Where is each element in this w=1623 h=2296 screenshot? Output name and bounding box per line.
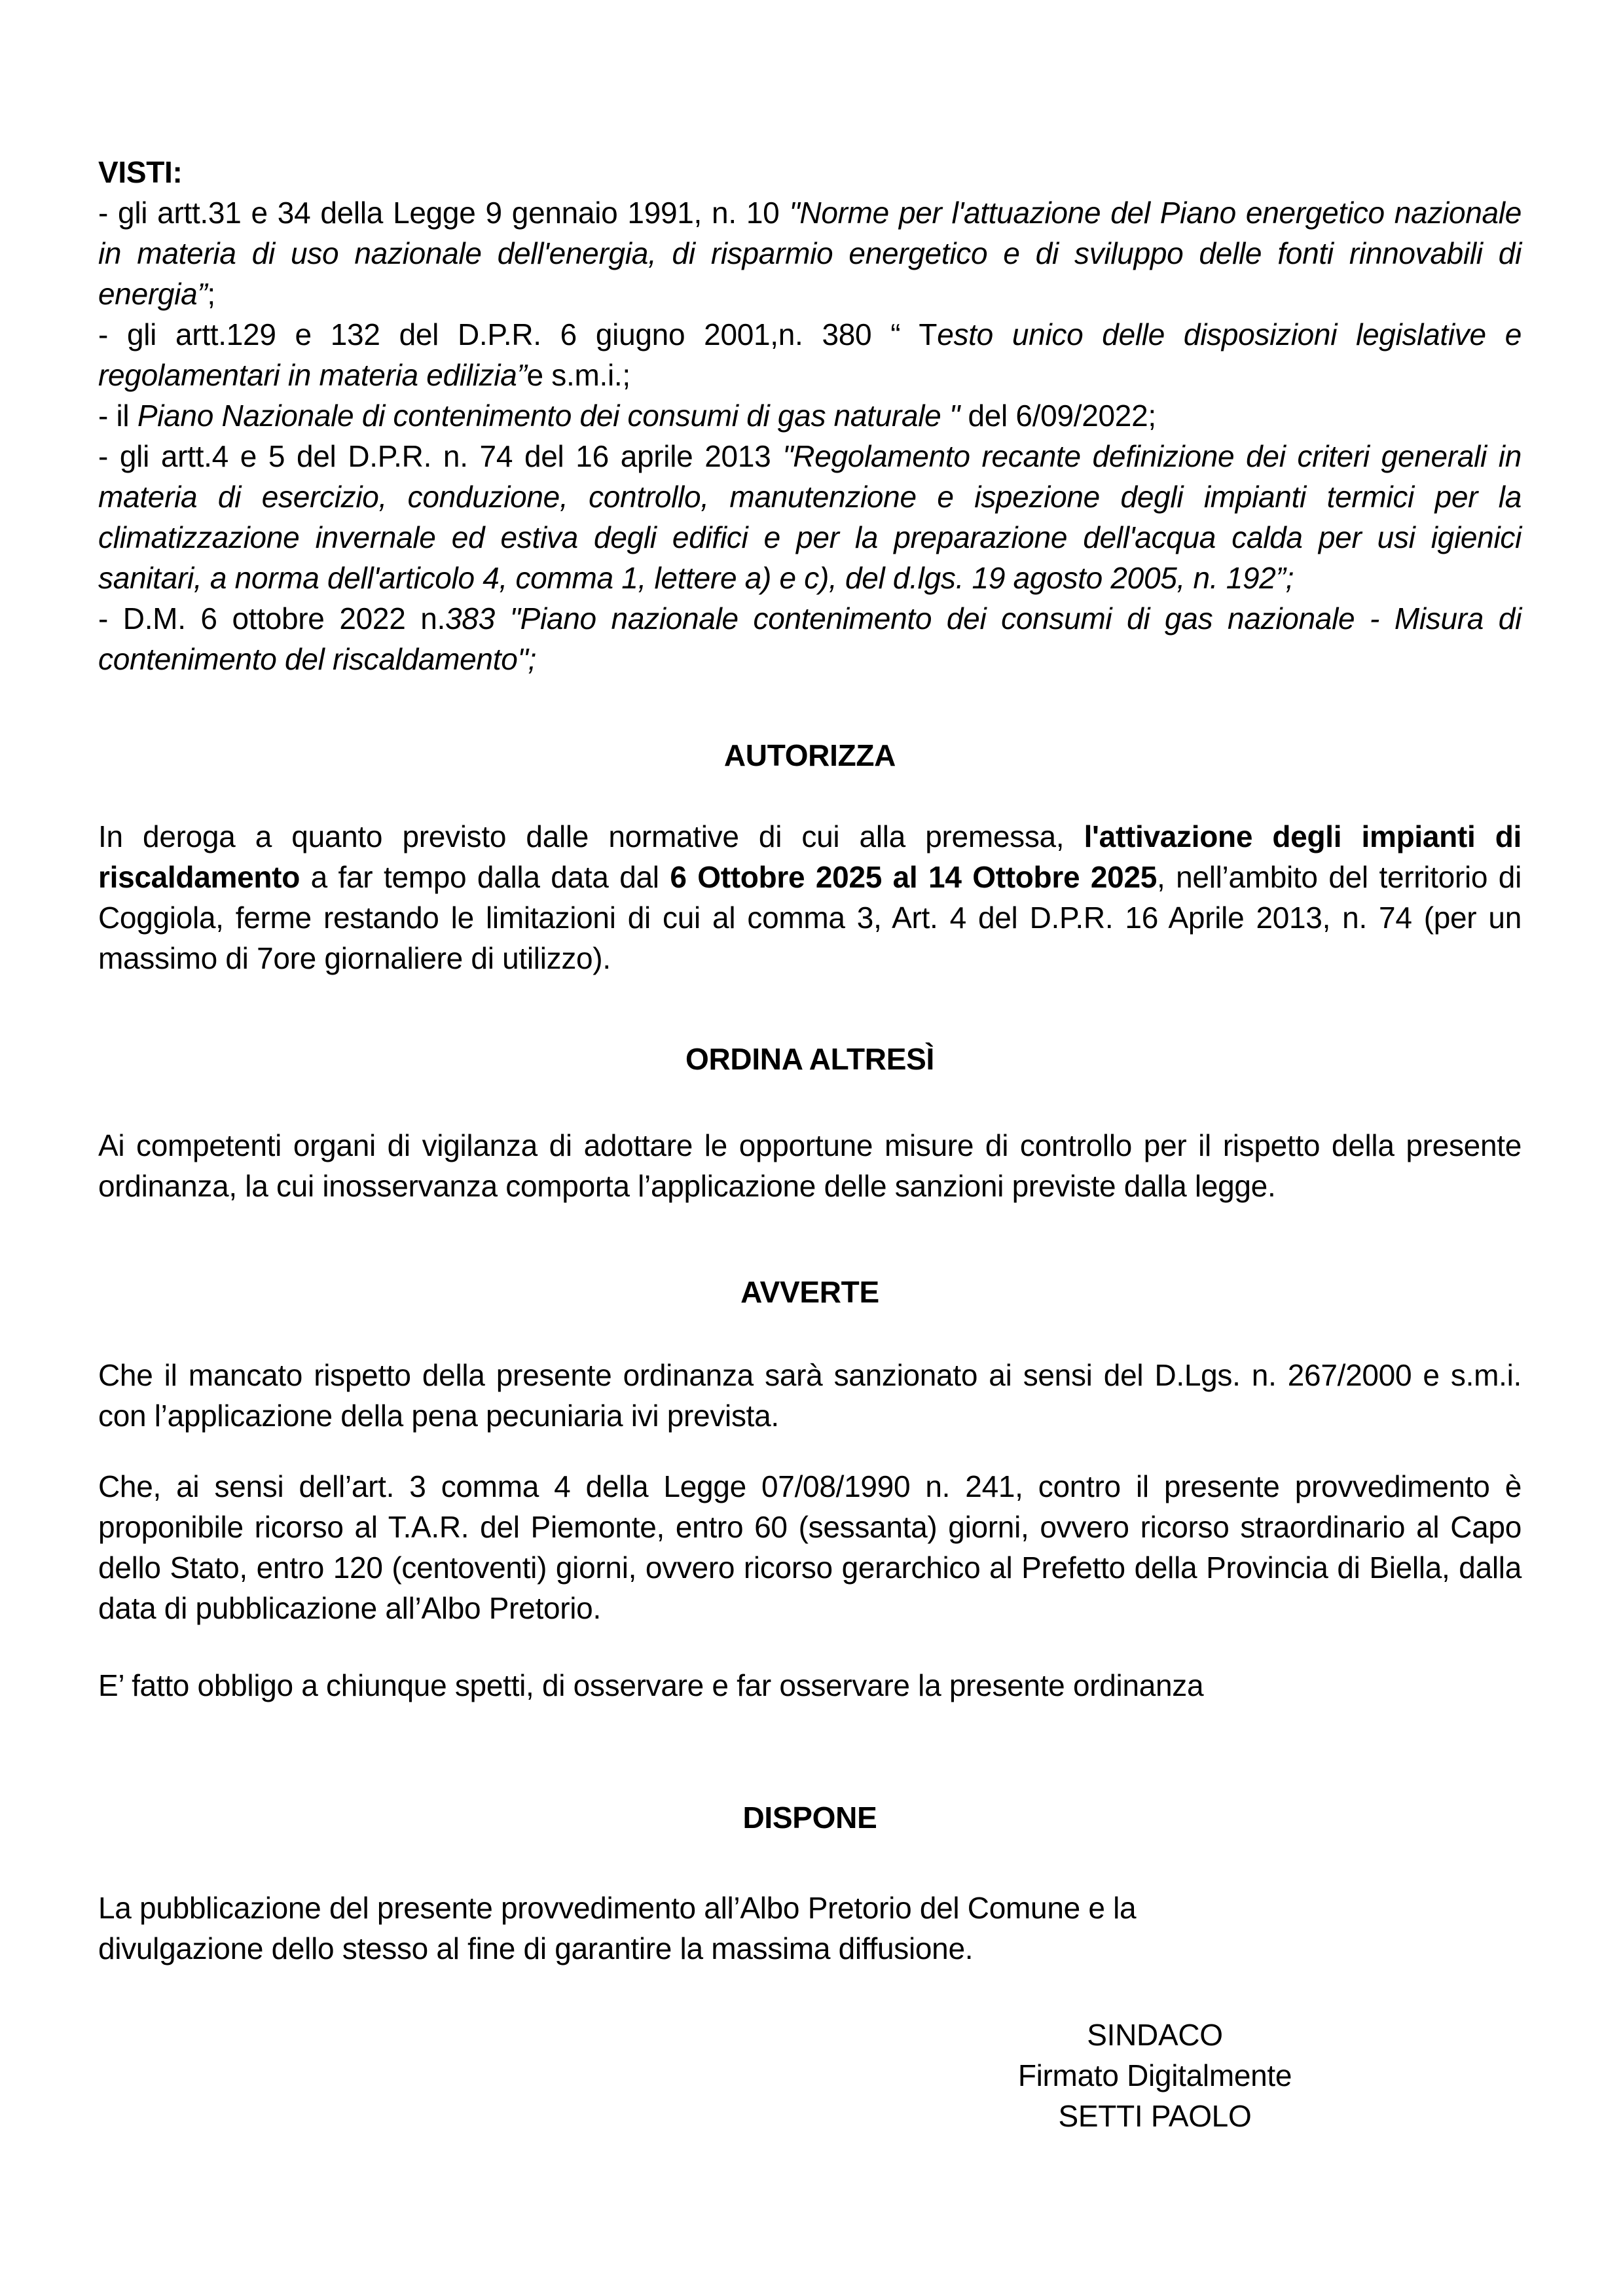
avverte-heading: AVVERTE (740, 1275, 879, 1309)
dispone-line-1: La pubblicazione del presente provvedimento all’Albo Pretorio del Comune e la (98, 1891, 1137, 1925)
visti-item-2-text: - gli artt.129 e 132 del D.P.R. 6 giugno 2001,n. 380 “ T (98, 317, 938, 351)
avverte-paragraph-2: Che, ai sensi dell’art. 3 comma 4 della Legge 07/08/1990 n. 241, contro il presente provvedimento è proponibile ricorso al T.A.R. del Piemonte, entro 60 (sessanta) giorni, ovvero ricorso straordinario al Capo dello Stato, entro 120 (centoventi) giorni, ovvero ricorso gerarchico al Prefetto della Provincia di Biella, dalla data di pubblicazione all’Albo Pretorio. (98, 1469, 1522, 1625)
autorizza-paragraph (98, 816, 1522, 978)
visti-item-1-text: - gli artt.31 e 34 della Legge 9 gennaio 1991, n. 10 (98, 196, 790, 230)
visti-item-3-citation: Piano Nazionale di contenimento dei consumi di gas naturale " (137, 399, 960, 433)
autorizza-tail: , nell’ambito del territorio di Coggiola, ferme restando le limitazioni di cui al comma 3, Art. 4 del D.P.R. 16 Aprile 2013, n. 74 (per un massimo di 7ore giornaliere di utilizzo). (98, 860, 1522, 975)
visti-item-4 (98, 436, 1522, 598)
autorizza-middle: a far tempo dalla data dal (300, 860, 670, 894)
ordina-section (98, 1039, 1522, 1206)
visti-item-5 (98, 598, 1522, 679)
signature-method: Firmato Digitalmente (1017, 2058, 1292, 2092)
avverte-section (98, 1272, 1522, 1706)
signature-name: SETTI PAOLO (1058, 2099, 1252, 2133)
autorizza-section (98, 735, 1522, 978)
autorizza-heading: AUTORIZZA (723, 738, 896, 772)
dispone-line-2: divulgazione dello stesso al fine di garantire la massima diffusione. (98, 1931, 974, 1965)
visti-item-1 (98, 192, 1522, 314)
visti-item-3 (98, 395, 1522, 436)
visti-item-5-text: - D.M. 6 ottobre 2022 n. (98, 601, 445, 636)
visti-item-3-tail: del 6/09/2022; (959, 399, 1156, 433)
avverte-paragraph-3: E’ fatto obbligo a chiunque spetti, di osservare e far osservare la presente ordinanza (98, 1668, 1204, 1702)
visti-item-4-text: - gli artt.4 e 5 del D.P.R. n. 74 del 16 aprile 2013 (98, 439, 783, 473)
autorizza-object-bold: l'attivazione degli impianti di riscaldamento (98, 819, 1522, 894)
visti-item-5-citation: 383 "Piano nazionale contenimento dei consumi di gas nazionale - Misura di contenimento del riscaldamento"; (98, 601, 1522, 676)
visti-item-1-citation: "Norme per l'attuazione del Piano energetico nazionale in materia di uso nazionale dell'energia, di risparmio energetico e di sviluppo delle fonti rinnovabili di energia” (98, 196, 1522, 311)
autorizza-dates-bold: 6 Ottobre 2025 al 14 Ottobre 2025 (670, 860, 1158, 894)
signature-role: SINDACO (1087, 2018, 1223, 2052)
ordina-paragraph: Ai competenti organi di vigilanza di adottare le opportune misure di controllo per il rispetto della presente ordinanza, la cui inosservanza comporta l’applicazione delle sanzioni previste dalla legge. (98, 1128, 1522, 1203)
visti-item-1-tail: ; (207, 277, 215, 311)
autorizza-intro: In deroga a quanto previsto dalle normative di cui alla premessa, (98, 819, 1084, 853)
avverte-paragraph-1: Che il mancato rispetto della presente ordinanza sarà sanzionato ai sensi del D.Lgs. n. 267/2000 e s.m.i. con l’applicazione della pena pecuniaria ivi prevista. (98, 1358, 1522, 1433)
signature-block (860, 2015, 1450, 2136)
visti-item-3-text: - il (98, 399, 137, 433)
dispone-section (98, 1797, 1522, 1969)
dispone-heading: DISPONE (742, 1801, 877, 1835)
visti-heading: VISTI: (98, 155, 183, 189)
visti-item-2-citation: esto unico delle disposizioni legislative e regolamentari in materia edilizia” (98, 317, 1522, 392)
ordina-heading: ORDINA ALTRESÌ (685, 1042, 934, 1076)
visti-section (98, 152, 1522, 679)
visti-item-2-tail: e s.m.i.; (526, 358, 630, 392)
visti-item-4-citation: "Regolamento recante definizione dei criteri generali in materia di esercizio, conduzione, controllo, manutenzione e ispezione degli impianti termici per la climatizzazione invernale ed estiva degli edifici e per la preparazione dell'acqua calda per usi igienici sanitari, a norma dell'articolo 4, comma 1, lettere a) e c), del d.lgs. 19 agosto 2005, n. 192”; (98, 439, 1522, 595)
visti-item-2 (98, 314, 1522, 395)
